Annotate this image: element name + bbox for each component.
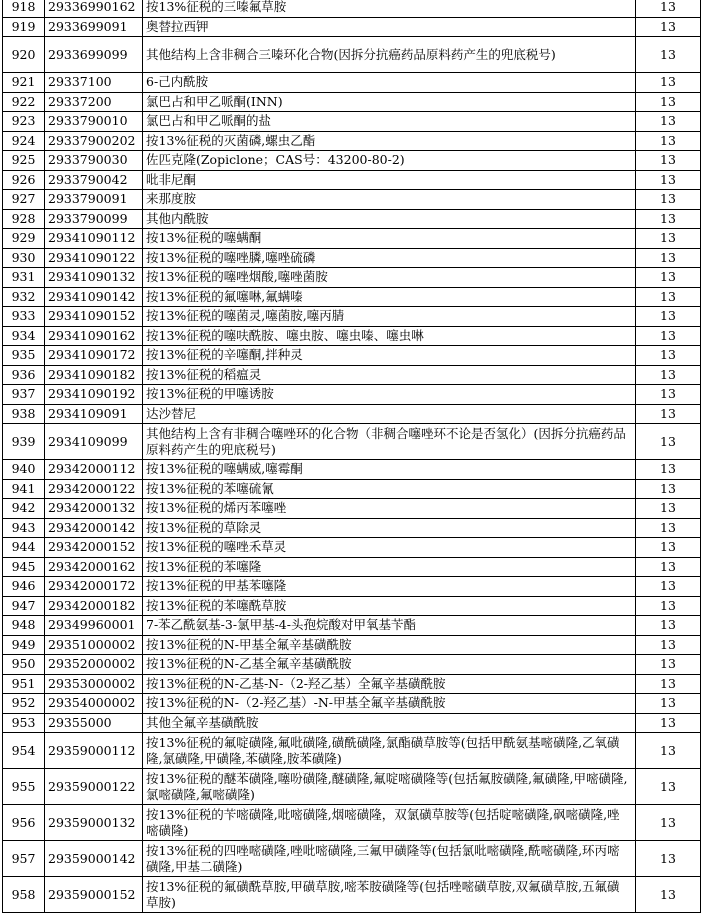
hs-code: 29341090162	[45, 326, 143, 346]
tax-rate: 13	[636, 112, 701, 132]
tax-rate: 13	[636, 616, 701, 636]
hs-code: 29337200	[45, 92, 143, 112]
product-name: 按13%征税的氟磺酰草胺,甲磺草胺,嘧苯胺磺隆等(包括唑嘧磺草胺,双氟磺草胺,五氟磺草胺)	[143, 877, 636, 913]
tax-rate: 13	[636, 131, 701, 151]
product-name: 按13%征税的噻唑烟酸,噻唑菌胺	[143, 268, 636, 288]
product-name: 按13%征税的N-乙基-N-（2-羟乙基）全氟辛基磺酰胺	[143, 674, 636, 694]
hs-code: 29341090152	[45, 307, 143, 327]
product-name: 按13%征税的灭菌磷,螺虫乙酯	[143, 131, 636, 151]
tax-rate: 13	[636, 229, 701, 249]
tax-rate: 13	[636, 674, 701, 694]
hs-code: 2934109091	[45, 404, 143, 424]
table-row	[3, 713, 701, 733]
tax-rate: 13	[636, 209, 701, 229]
table-row	[3, 131, 701, 151]
hs-code: 29353000002	[45, 674, 143, 694]
row-number: 943	[3, 518, 45, 538]
row-number: 956	[3, 805, 45, 841]
row-number: 950	[3, 655, 45, 675]
tax-rate: 13	[636, 404, 701, 424]
row-number: 932	[3, 287, 45, 307]
row-number: 933	[3, 307, 45, 327]
table-row	[3, 674, 701, 694]
hs-code: 29342000122	[45, 479, 143, 499]
table-row	[3, 365, 701, 385]
table-row	[3, 424, 701, 460]
hs-code: 29336990162	[45, 0, 143, 17]
row-number: 928	[3, 209, 45, 229]
table-row	[3, 805, 701, 841]
tax-rate: 13	[636, 655, 701, 675]
tax-rate: 13	[636, 151, 701, 171]
hs-code: 29341090182	[45, 365, 143, 385]
tax-rate: 13	[636, 37, 701, 73]
product-name: 按13%征税的氟啶磺隆,氟吡磺隆,磺酰磺隆,氯酯磺草胺等(包括甲酰氨基嘧磺隆,乙氧磺隆,氯磺隆,甲磺隆,苯磺隆,胺苯磺隆)	[143, 733, 636, 769]
table-row	[3, 557, 701, 577]
tax-rate: 13	[636, 577, 701, 597]
row-number: 935	[3, 346, 45, 366]
tariff-table	[2, 0, 701, 913]
hs-code: 29341090142	[45, 287, 143, 307]
table-row	[3, 518, 701, 538]
hs-code: 29355000	[45, 713, 143, 733]
row-number: 929	[3, 229, 45, 249]
hs-code: 29341090112	[45, 229, 143, 249]
table-row	[3, 635, 701, 655]
row-number: 934	[3, 326, 45, 346]
table-row	[3, 248, 701, 268]
table-row	[3, 37, 701, 73]
tax-rate: 13	[636, 877, 701, 913]
table-row	[3, 538, 701, 558]
table-row	[3, 404, 701, 424]
tax-rate: 13	[636, 479, 701, 499]
row-number: 921	[3, 73, 45, 93]
row-number: 926	[3, 170, 45, 190]
product-name: 奥替拉西钾	[143, 17, 636, 37]
hs-code: 2933790010	[45, 112, 143, 132]
product-name: 按13%征税的噻唑禾草灵	[143, 538, 636, 558]
product-name: 按13%征税的草除灵	[143, 518, 636, 538]
product-name: 佐匹克隆(Zopiclone；CAS号：43200-80-2)	[143, 151, 636, 171]
product-name: 按13%征税的苯噻酰草胺	[143, 596, 636, 616]
row-number: 953	[3, 713, 45, 733]
product-name: 氯巴占和甲乙哌酮的盐	[143, 112, 636, 132]
product-name: 按13%征税的氟噻啉,氟螨嗪	[143, 287, 636, 307]
product-name: 吡非尼酮	[143, 170, 636, 190]
hs-code: 29341090172	[45, 346, 143, 366]
table-row	[3, 616, 701, 636]
tax-rate: 13	[636, 841, 701, 877]
tax-rate: 13	[636, 557, 701, 577]
row-number: 931	[3, 268, 45, 288]
hs-code: 29341090132	[45, 268, 143, 288]
table-row	[3, 307, 701, 327]
product-name: 其他结构上含有非稠合噻唑环的化合物（非稠合噻唑环不论是否氢化）(因拆分抗癌药品原料药产生的兜底税号)	[143, 424, 636, 460]
product-name: 按13%征税的苯噻硫氰	[143, 479, 636, 499]
table-row	[3, 596, 701, 616]
table-row	[3, 841, 701, 877]
row-number: 957	[3, 841, 45, 877]
product-name: 其他结构上含非稠合三嗪环化合物(因拆分抗癌药品原料药产生的兜底税号)	[143, 37, 636, 73]
hs-code: 29359000112	[45, 733, 143, 769]
product-name: 按13%征税的N-甲基全氟辛基磺酰胺	[143, 635, 636, 655]
tax-rate: 13	[636, 190, 701, 210]
table-row	[3, 229, 701, 249]
hs-code: 29342000132	[45, 499, 143, 519]
hs-code: 2933790091	[45, 190, 143, 210]
row-number: 920	[3, 37, 45, 73]
row-number: 945	[3, 557, 45, 577]
table-row	[3, 190, 701, 210]
row-number: 922	[3, 92, 45, 112]
table-row	[3, 577, 701, 597]
row-number: 948	[3, 616, 45, 636]
hs-code: 29342000172	[45, 577, 143, 597]
product-name: 按13%征税的辛噻酮,拌种灵	[143, 346, 636, 366]
tax-rate: 13	[636, 635, 701, 655]
hs-code: 29337100	[45, 73, 143, 93]
table-row	[3, 733, 701, 769]
hs-code: 29359000132	[45, 805, 143, 841]
row-number: 952	[3, 694, 45, 714]
row-number: 939	[3, 424, 45, 460]
product-name: 6-己内酰胺	[143, 73, 636, 93]
row-number: 930	[3, 248, 45, 268]
table-row	[3, 112, 701, 132]
product-name: 按13%征税的甲基苯噻隆	[143, 577, 636, 597]
table-row	[3, 385, 701, 405]
product-name: 按13%征税的噻螨威,噻霉酮	[143, 460, 636, 480]
hs-code: 2933790099	[45, 209, 143, 229]
hs-code: 2933790030	[45, 151, 143, 171]
table-row	[3, 151, 701, 171]
hs-code: 29342000162	[45, 557, 143, 577]
table-row	[3, 209, 701, 229]
hs-code: 2933699091	[45, 17, 143, 37]
hs-code: 29342000112	[45, 460, 143, 480]
row-number: 923	[3, 112, 45, 132]
tax-rate: 13	[636, 733, 701, 769]
hs-code: 29342000152	[45, 538, 143, 558]
hs-code: 2934109099	[45, 424, 143, 460]
product-name: 按13%征税的苯噻隆	[143, 557, 636, 577]
product-name: 按13%征税的醚苯磺隆,噻吩磺隆,醚磺隆,氟啶嘧磺隆等(包括氟胺磺隆,氟磺隆,甲嘧磺隆,氯嘧磺隆,氟嘧磺隆)	[143, 769, 636, 805]
tax-rate: 13	[636, 346, 701, 366]
product-name: 按13%征税的三嗪氟草胺	[143, 0, 636, 17]
row-number: 942	[3, 499, 45, 519]
tax-rate: 13	[636, 17, 701, 37]
row-number: 949	[3, 635, 45, 655]
product-name: 来那度胺	[143, 190, 636, 210]
tax-rate: 13	[636, 73, 701, 93]
tax-rate: 13	[636, 0, 701, 17]
product-name: 按13%征税的噻唑膦,噻唑硫磷	[143, 248, 636, 268]
table-row	[3, 287, 701, 307]
product-name: 氯巴占和甲乙哌酮(INN)	[143, 92, 636, 112]
table-row	[3, 0, 701, 17]
tax-rate: 13	[636, 460, 701, 480]
product-name: 其他内酰胺	[143, 209, 636, 229]
hs-code: 29354000002	[45, 694, 143, 714]
row-number: 954	[3, 733, 45, 769]
product-name: 按13%征税的烯丙苯噻唑	[143, 499, 636, 519]
hs-code: 29341090192	[45, 385, 143, 405]
row-number: 936	[3, 365, 45, 385]
table-row	[3, 479, 701, 499]
table-row	[3, 655, 701, 675]
tax-rate: 13	[636, 170, 701, 190]
tax-rate: 13	[636, 805, 701, 841]
tax-rate: 13	[636, 518, 701, 538]
row-number: 941	[3, 479, 45, 499]
row-number: 955	[3, 769, 45, 805]
product-name: 按13%征税的N-（2-羟乙基）-N-甲基全氟辛基磺酰胺	[143, 694, 636, 714]
tax-rate: 13	[636, 326, 701, 346]
row-number: 938	[3, 404, 45, 424]
hs-code: 29342000182	[45, 596, 143, 616]
hs-code: 29342000142	[45, 518, 143, 538]
tax-rate: 13	[636, 769, 701, 805]
row-number: 947	[3, 596, 45, 616]
product-name: 按13%征税的噻菌灵,噻菌胺,噻丙腈	[143, 307, 636, 327]
row-number: 919	[3, 17, 45, 37]
hs-code: 2933790042	[45, 170, 143, 190]
hs-code: 29359000152	[45, 877, 143, 913]
row-number: 946	[3, 577, 45, 597]
row-number: 927	[3, 190, 45, 210]
product-name: 按13%征税的四唑嘧磺隆,唑吡嘧磺隆,三氟甲磺隆等(包括氯吡嘧磺隆,酰嘧磺隆,环丙嘧磺隆,甲基二磺隆)	[143, 841, 636, 877]
row-number: 937	[3, 385, 45, 405]
hs-code: 2933699099	[45, 37, 143, 73]
tax-rate: 13	[636, 596, 701, 616]
table-row	[3, 268, 701, 288]
product-name: 按13%征税的苄嘧磺隆,吡嘧磺隆,烟嘧磺隆，双氯磺草胺等(包括啶嘧磺隆,砜嘧磺隆,唑嘧磺隆)	[143, 805, 636, 841]
tax-rate: 13	[636, 538, 701, 558]
hs-code: 29359000122	[45, 769, 143, 805]
row-number: 940	[3, 460, 45, 480]
table-row	[3, 92, 701, 112]
table-row	[3, 460, 701, 480]
table-row	[3, 346, 701, 366]
tax-rate: 13	[636, 287, 701, 307]
product-name: 按13%征税的甲噻诱胺	[143, 385, 636, 405]
hs-code: 29352000002	[45, 655, 143, 675]
row-number: 951	[3, 674, 45, 694]
row-number: 944	[3, 538, 45, 558]
table-row	[3, 769, 701, 805]
table-row	[3, 170, 701, 190]
product-name: 按13%征税的噻呋酰胺、噻虫胺、噻虫嗪、噻虫啉	[143, 326, 636, 346]
hs-code: 29341090122	[45, 248, 143, 268]
row-number: 925	[3, 151, 45, 171]
product-name: 达沙替尼	[143, 404, 636, 424]
table-row	[3, 73, 701, 93]
tax-rate: 13	[636, 713, 701, 733]
table-row	[3, 499, 701, 519]
table-row	[3, 877, 701, 913]
product-name: 按13%征税的N-乙基全氟辛基磺酰胺	[143, 655, 636, 675]
row-number: 924	[3, 131, 45, 151]
table-row	[3, 17, 701, 37]
tax-rate: 13	[636, 499, 701, 519]
tax-rate: 13	[636, 307, 701, 327]
hs-code: 29351000002	[45, 635, 143, 655]
product-name: 按13%征税的噻螨酮	[143, 229, 636, 249]
row-number: 918	[3, 0, 45, 17]
tax-rate: 13	[636, 268, 701, 288]
tax-rate: 13	[636, 694, 701, 714]
tax-rate: 13	[636, 248, 701, 268]
tax-rate: 13	[636, 365, 701, 385]
product-name: 其他全氟辛基磺酰胺	[143, 713, 636, 733]
hs-code: 29359000142	[45, 841, 143, 877]
hs-code: 29337900202	[45, 131, 143, 151]
table-row	[3, 326, 701, 346]
row-number: 958	[3, 877, 45, 913]
hs-code: 29349960001	[45, 616, 143, 636]
tax-rate: 13	[636, 385, 701, 405]
product-name: 7-苯乙酰氨基-3-氯甲基-4-头孢烷酸对甲氧基苄酯	[143, 616, 636, 636]
product-name: 按13%征税的稻瘟灵	[143, 365, 636, 385]
tax-rate: 13	[636, 92, 701, 112]
table-row	[3, 694, 701, 714]
tax-rate: 13	[636, 424, 701, 460]
tariff-table-body	[3, 0, 701, 913]
